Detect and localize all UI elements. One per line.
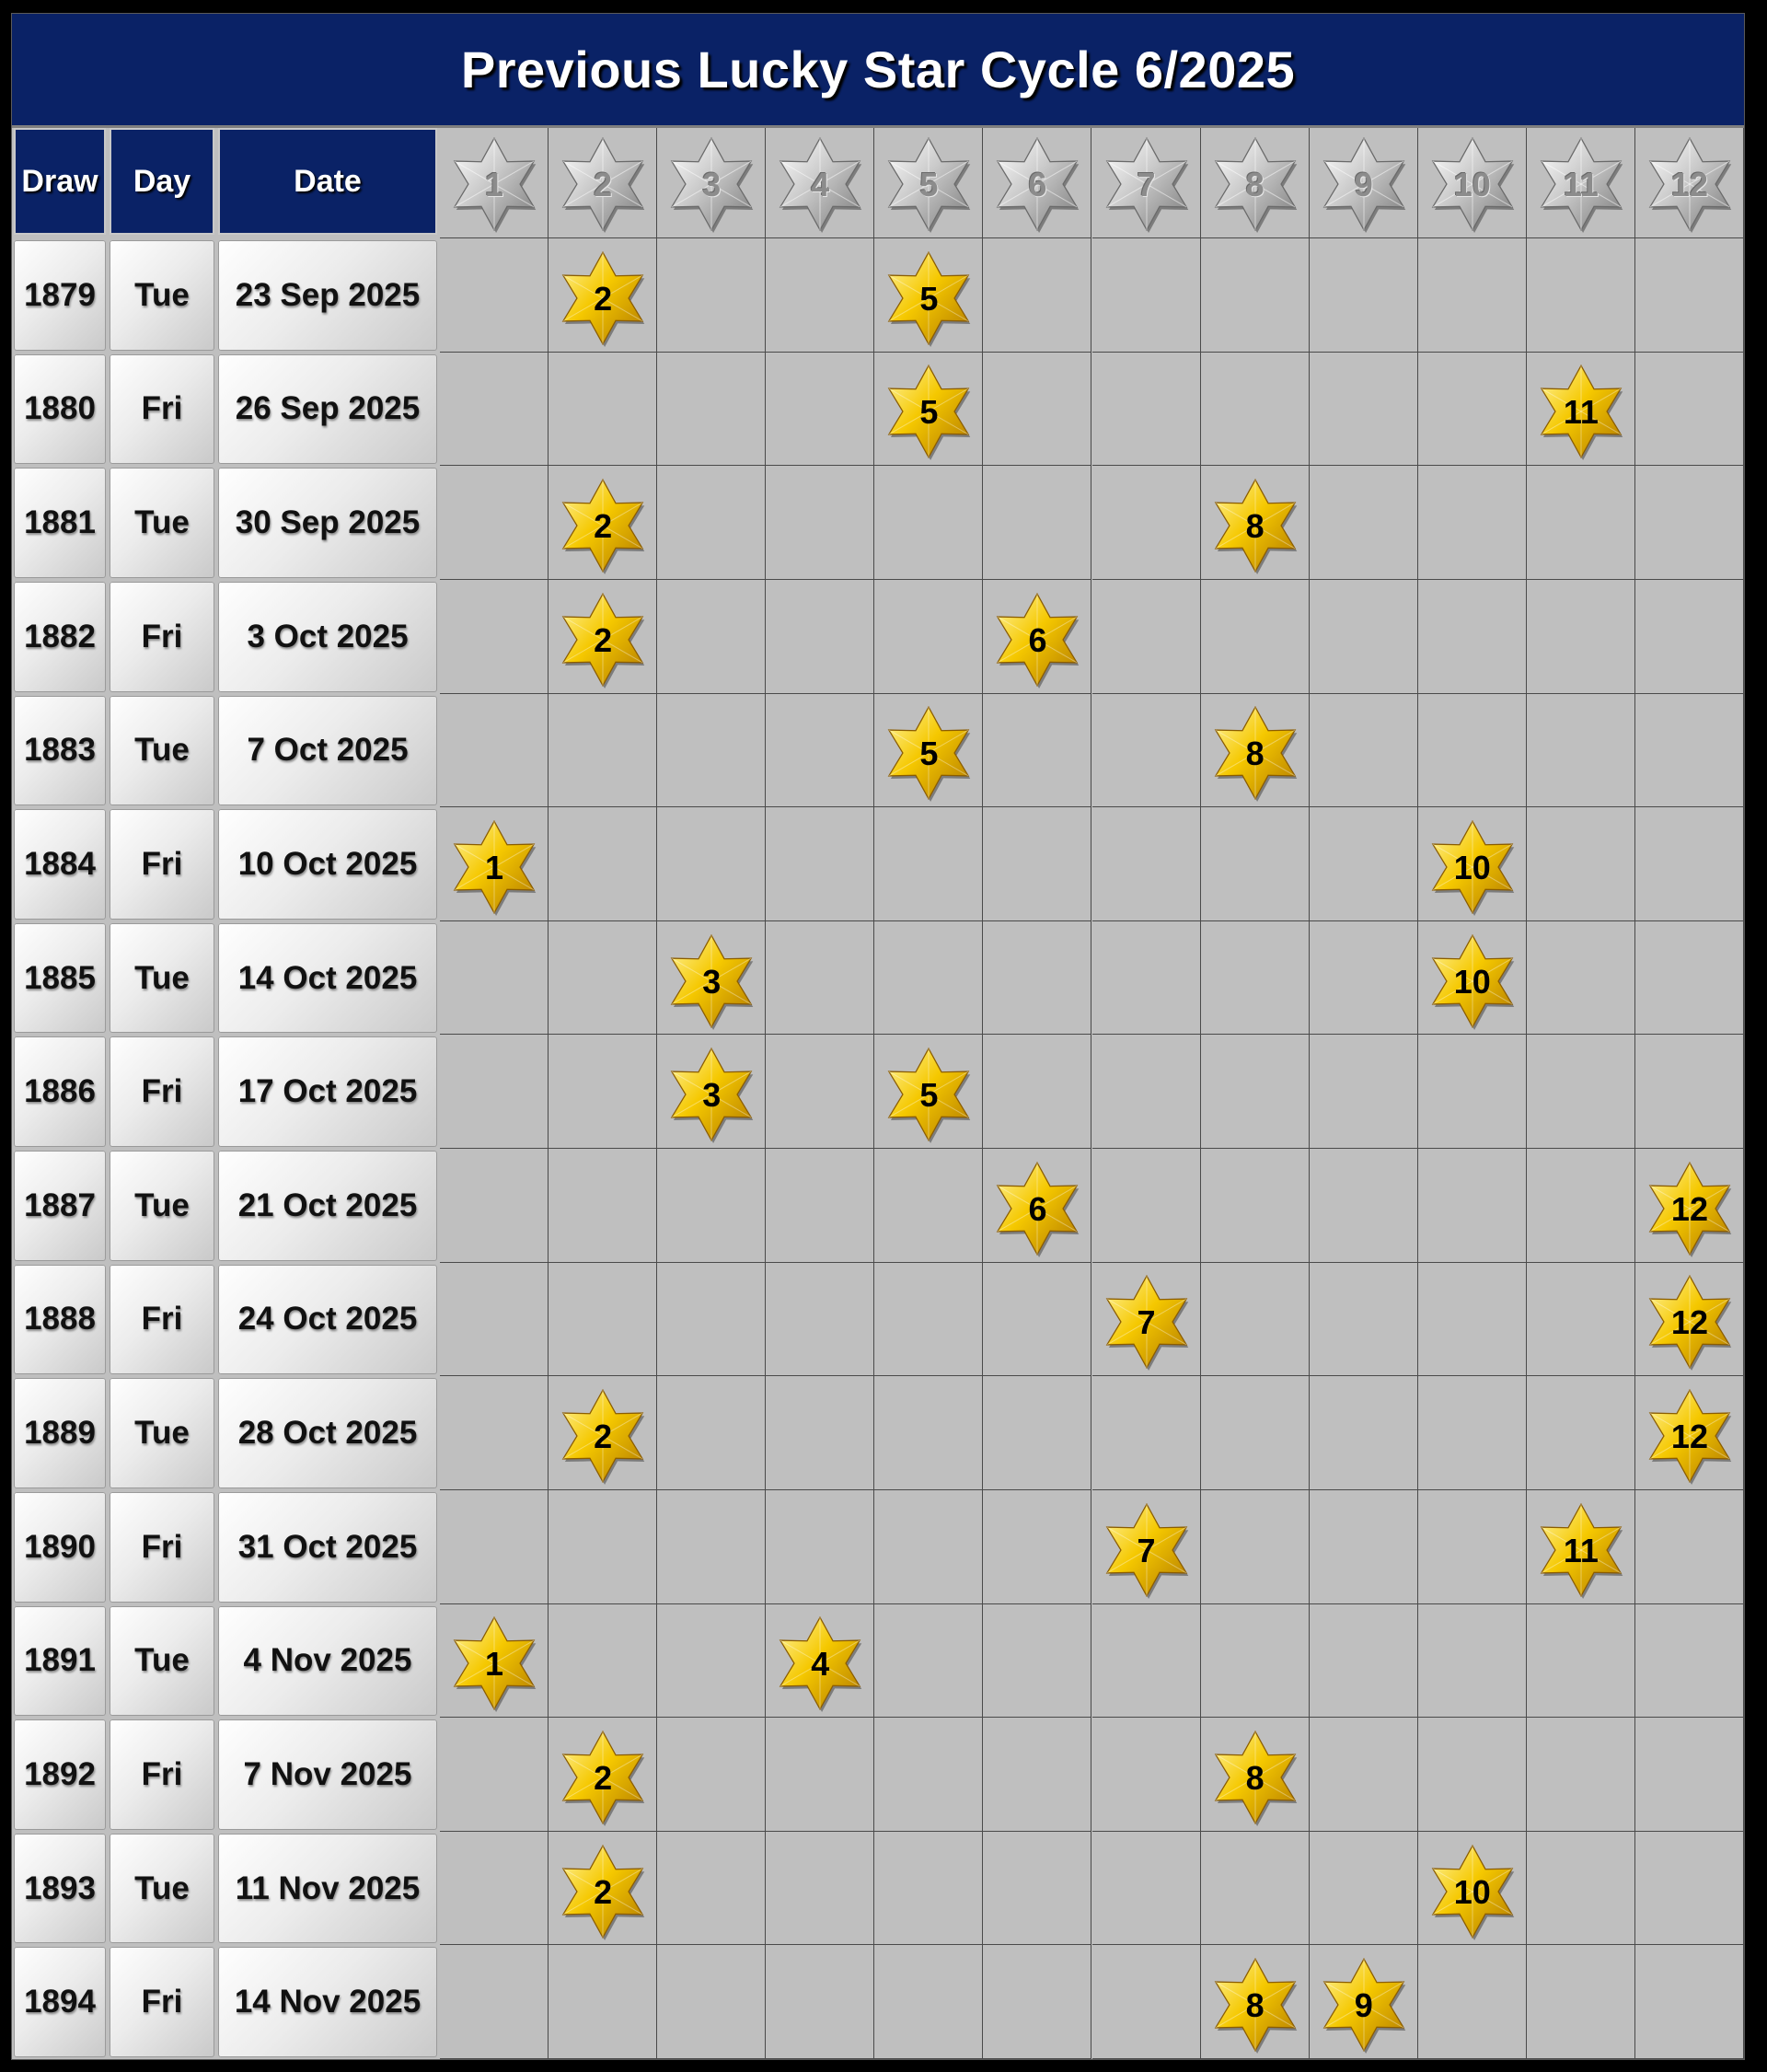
star-grid-cell [1527, 1149, 1635, 1263]
lucky-star-number: 10 [1453, 848, 1491, 886]
star-grid-cell [874, 1490, 983, 1604]
star-grid-cell [766, 1945, 874, 2059]
lucky-star-number: 7 [1137, 1531, 1156, 1569]
star-grid-cell [549, 1149, 657, 1263]
star-grid-cell [657, 1149, 766, 1263]
star-grid-cell [1092, 1718, 1201, 1832]
star-grid-cell [440, 238, 549, 353]
lucky-star-number: 5 [919, 735, 939, 773]
star-grid-cell [1635, 807, 1744, 921]
star-grid-cell [1201, 580, 1310, 694]
star-grid-cell [1092, 1945, 1201, 2059]
lucky-star-number: 2 [594, 507, 613, 546]
star-grid-cell [983, 1945, 1091, 2059]
lucky-star-number: 11 [1563, 393, 1599, 432]
draw-number: 1892 [14, 1719, 106, 1830]
draw-day: Fri [110, 1719, 214, 1830]
star-grid-cell [1201, 353, 1310, 467]
star-grid-cell [874, 1945, 983, 2059]
draw-day: Tue [110, 923, 214, 1034]
draw-number: 1884 [14, 809, 106, 920]
star-grid-cell [1092, 1149, 1201, 1263]
star-grid-cell [1527, 694, 1635, 808]
star-grid-cell [983, 807, 1091, 921]
star-grid-cell [1635, 466, 1744, 580]
star-grid-cell [983, 466, 1091, 580]
star-grid-cell [983, 921, 1091, 1036]
draw-number: 1882 [14, 582, 106, 692]
star-grid-cell [549, 921, 657, 1036]
star-grid-cell [1201, 1832, 1310, 1946]
column-header-star-label: 6 [1028, 166, 1047, 203]
lucky-star-number: 3 [702, 962, 722, 1001]
lucky-star-number: 3 [702, 1076, 722, 1115]
star-grid-cell [766, 1718, 874, 1832]
star-grid-cell [1092, 1832, 1201, 1946]
star-grid-cell [1310, 1263, 1418, 1377]
lucky-star-number: 2 [594, 279, 613, 318]
column-header-star-label: 3 [702, 166, 722, 203]
star-grid-cell [874, 1718, 983, 1832]
star-grid-cell [1527, 1263, 1635, 1377]
star-grid-cell [440, 1263, 549, 1377]
star-grid-cell [440, 921, 549, 1036]
draw-day: Tue [110, 1151, 214, 1261]
star-grid-cell [440, 694, 549, 808]
lucky-star-number: 5 [919, 1076, 939, 1115]
draw-number: 1886 [14, 1036, 106, 1147]
draw-number: 1883 [14, 696, 106, 806]
star-grid-cell [549, 1604, 657, 1719]
star-grid-cell [1092, 1035, 1201, 1149]
star-grid-cell [657, 353, 766, 467]
star-grid-cell [1201, 807, 1310, 921]
draw-date: 14 Oct 2025 [218, 923, 437, 1034]
star-grid-cell [1201, 1149, 1310, 1263]
star-grid-cell [983, 694, 1091, 808]
star-grid-cell [874, 1604, 983, 1719]
column-header-star-label: 7 [1137, 166, 1156, 203]
draw-day: Tue [110, 1606, 214, 1717]
star-grid-cell [1635, 580, 1744, 694]
star-grid-cell [766, 1149, 874, 1263]
star-grid-cell [1418, 238, 1527, 353]
star-grid-cell [1310, 1149, 1418, 1263]
star-grid-cell [983, 1832, 1091, 1946]
star-grid-cell [1418, 694, 1527, 808]
draw-number: 1879 [14, 240, 106, 351]
lucky-star-number: 8 [1245, 1758, 1265, 1797]
star-grid-cell [766, 238, 874, 353]
column-header-star-label: 12 [1670, 166, 1708, 203]
star-grid-cell [874, 466, 983, 580]
star-grid-cell [440, 466, 549, 580]
draw-date: 24 Oct 2025 [218, 1265, 437, 1375]
star-grid-cell [657, 694, 766, 808]
draw-number: 1881 [14, 468, 106, 578]
star-grid-cell [1527, 1945, 1635, 2059]
star-grid-cell [874, 580, 983, 694]
star-grid-cell [1092, 694, 1201, 808]
star-grid-cell [766, 1035, 874, 1149]
star-grid-cell [1201, 1035, 1310, 1149]
star-grid-cell [1201, 1263, 1310, 1377]
star-grid-cell [1418, 1604, 1527, 1719]
star-grid-cell [1527, 807, 1635, 921]
star-grid-cell [983, 1604, 1091, 1719]
star-grid-cell [1092, 1376, 1201, 1490]
lucky-star-number: 5 [919, 279, 939, 318]
chart-title: Previous Lucky Star Cycle 6/2025 [12, 14, 1744, 128]
star-grid-cell [983, 1376, 1091, 1490]
lucky-star-number: 12 [1670, 1303, 1708, 1342]
draw-day: Tue [110, 240, 214, 351]
star-grid-cell [983, 353, 1091, 467]
star-grid-cell [440, 353, 549, 467]
star-grid-cell [440, 580, 549, 694]
star-grid-cell [766, 580, 874, 694]
draw-date: 30 Sep 2025 [218, 468, 437, 578]
draw-table [12, 128, 1744, 2059]
star-grid-cell [1527, 238, 1635, 353]
star-grid-cell [440, 1832, 549, 1946]
star-grid-cell [1418, 353, 1527, 467]
star-grid-cell [1201, 1490, 1310, 1604]
star-grid-cell [874, 1263, 983, 1377]
draw-number: 1893 [14, 1834, 106, 1944]
star-grid-cell [657, 1263, 766, 1377]
star-grid-cell [1418, 1035, 1527, 1149]
star-grid-cell [1310, 353, 1418, 467]
lucky-star-number: 6 [1028, 620, 1047, 659]
star-grid-cell [1418, 1376, 1527, 1490]
star-grid-cell [1092, 466, 1201, 580]
star-grid-cell [1635, 1035, 1744, 1149]
star-grid-cell [1201, 238, 1310, 353]
star-grid-cell [1418, 1490, 1527, 1604]
star-grid-cell [440, 1718, 549, 1832]
lucky-star-number: 7 [1137, 1303, 1156, 1342]
draw-date: 7 Nov 2025 [218, 1719, 437, 1830]
draw-date: 26 Sep 2025 [218, 354, 437, 465]
lucky-star-number: 2 [594, 1872, 613, 1911]
draw-date: 4 Nov 2025 [218, 1606, 437, 1717]
column-header-star-label: 1 [485, 166, 504, 203]
star-grid-cell [766, 1263, 874, 1377]
star-grid-cell [1527, 466, 1635, 580]
draw-day: Fri [110, 1947, 214, 2057]
lucky-star-number: 4 [811, 1645, 830, 1684]
star-grid-cell [549, 1263, 657, 1377]
star-grid-cell [1092, 353, 1201, 467]
lucky-star-number: 9 [1354, 1986, 1373, 2025]
column-header-star-label: 2 [594, 166, 613, 203]
star-grid-cell [440, 1490, 549, 1604]
star-grid-cell [874, 807, 983, 921]
draw-date: 11 Nov 2025 [218, 1834, 437, 1944]
star-grid-cell [549, 1490, 657, 1604]
draw-date: 10 Oct 2025 [218, 809, 437, 920]
star-grid-cell [549, 1035, 657, 1149]
star-grid-cell [1310, 580, 1418, 694]
star-grid-cell [874, 1832, 983, 1946]
star-grid-cell [1635, 1490, 1744, 1604]
column-header-star-label: 11 [1563, 166, 1599, 203]
column-header-star-label: 5 [919, 166, 939, 203]
star-grid-cell [874, 1376, 983, 1490]
star-grid-cell [1092, 238, 1201, 353]
star-grid-cell [1310, 1490, 1418, 1604]
draw-number: 1894 [14, 1947, 106, 2057]
column-header-star-label: 10 [1453, 166, 1491, 203]
star-grid-cell [657, 1376, 766, 1490]
star-grid-cell [874, 1149, 983, 1263]
draw-day: Fri [110, 354, 214, 465]
star-grid-cell [766, 353, 874, 467]
lucky-star-number: 1 [485, 1645, 504, 1684]
draw-date: 31 Oct 2025 [218, 1492, 437, 1603]
star-grid-cell [1092, 580, 1201, 694]
column-header-date: Date [218, 128, 437, 235]
draw-date: 28 Oct 2025 [218, 1378, 437, 1488]
star-grid-cell [1635, 694, 1744, 808]
star-grid-cell [766, 466, 874, 580]
star-grid-cell [983, 1263, 1091, 1377]
star-grid-cell [766, 694, 874, 808]
star-grid-cell [1201, 921, 1310, 1036]
draw-number: 1890 [14, 1492, 106, 1603]
star-grid-cell [657, 580, 766, 694]
lucky-star-number: 8 [1245, 507, 1265, 546]
draw-day: Fri [110, 1492, 214, 1603]
star-grid-cell [1418, 466, 1527, 580]
lucky-star-number: 11 [1563, 1531, 1599, 1569]
star-grid-cell [1418, 1945, 1527, 2059]
star-grid-cell [1310, 1604, 1418, 1719]
lucky-star-number: 2 [594, 1418, 613, 1456]
star-grid-cell [1635, 1832, 1744, 1946]
star-grid-cell [1310, 1376, 1418, 1490]
draw-day: Tue [110, 468, 214, 578]
star-grid-cell [1527, 1604, 1635, 1719]
star-grid-cell [440, 1945, 549, 2059]
star-grid-cell [1527, 580, 1635, 694]
star-grid-cell [1418, 1718, 1527, 1832]
draw-date: 14 Nov 2025 [218, 1947, 437, 2057]
star-grid-cell [657, 1945, 766, 2059]
lucky-star-number: 1 [485, 848, 504, 886]
lucky-star-number: 12 [1670, 1189, 1708, 1228]
star-grid-cell [1201, 1376, 1310, 1490]
star-grid-cell [1092, 921, 1201, 1036]
star-grid-cell [1635, 1718, 1744, 1832]
lucky-star-number: 2 [594, 620, 613, 659]
lucky-star-chart [11, 13, 1745, 2060]
column-header-star-label: 8 [1245, 166, 1265, 203]
star-grid-cell [1527, 1718, 1635, 1832]
star-grid-cell [657, 807, 766, 921]
draw-day: Fri [110, 1265, 214, 1375]
star-grid-cell [1527, 1832, 1635, 1946]
star-grid-cell [549, 353, 657, 467]
star-grid-cell [1635, 1945, 1744, 2059]
star-grid-cell [549, 694, 657, 808]
star-grid-cell [1527, 1035, 1635, 1149]
star-grid-cell [657, 466, 766, 580]
star-grid-cell [766, 921, 874, 1036]
star-grid-cell [657, 1490, 766, 1604]
lucky-star-number: 2 [594, 1758, 613, 1797]
lucky-star-number: 10 [1453, 1872, 1491, 1911]
star-grid-cell [1310, 466, 1418, 580]
star-grid-cell [657, 238, 766, 353]
draw-number: 1889 [14, 1378, 106, 1488]
star-grid-cell [1310, 1718, 1418, 1832]
star-grid-cell [657, 1832, 766, 1946]
lucky-star-number: 12 [1670, 1418, 1708, 1456]
draw-date: 7 Oct 2025 [218, 696, 437, 806]
draw-number: 1887 [14, 1151, 106, 1261]
star-grid-cell [1310, 238, 1418, 353]
lucky-star-number: 5 [919, 393, 939, 432]
star-grid-cell [1092, 807, 1201, 921]
star-grid-cell [1201, 1604, 1310, 1719]
star-grid-cell [766, 1376, 874, 1490]
star-grid-cell [657, 1604, 766, 1719]
lucky-star-number: 10 [1453, 962, 1491, 1001]
star-grid-cell [983, 1490, 1091, 1604]
star-grid-cell [766, 1490, 874, 1604]
lucky-star-number: 8 [1245, 735, 1265, 773]
draw-day: Fri [110, 809, 214, 920]
column-header-star-label: 9 [1354, 166, 1373, 203]
star-grid-cell [1310, 694, 1418, 808]
star-grid-cell [440, 1149, 549, 1263]
lucky-star-number: 8 [1245, 1986, 1265, 2025]
lucky-star-number: 6 [1028, 1189, 1047, 1228]
draw-day: Tue [110, 1378, 214, 1488]
star-grid-cell [1635, 238, 1744, 353]
star-grid-cell [440, 1035, 549, 1149]
draw-day: Fri [110, 582, 214, 692]
star-grid-cell [766, 1832, 874, 1946]
draw-date: 21 Oct 2025 [218, 1151, 437, 1261]
column-header-star-label: 4 [811, 166, 830, 203]
star-grid-cell [1418, 1149, 1527, 1263]
star-grid-cell [874, 921, 983, 1036]
draw-date: 3 Oct 2025 [218, 582, 437, 692]
star-grid-cell [1092, 1604, 1201, 1719]
star-grid-cell [1310, 1832, 1418, 1946]
star-grid-cell [983, 238, 1091, 353]
star-grid-cell [1310, 1035, 1418, 1149]
star-grid-cell [766, 807, 874, 921]
draw-date: 23 Sep 2025 [218, 240, 437, 351]
star-grid-cell [1310, 807, 1418, 921]
star-grid-cell [1527, 1376, 1635, 1490]
draw-number: 1891 [14, 1606, 106, 1717]
star-grid-cell [440, 1376, 549, 1490]
star-grid-cell [1527, 921, 1635, 1036]
star-grid-cell [1418, 1263, 1527, 1377]
star-grid-cell [983, 1718, 1091, 1832]
star-grid-cell [549, 1945, 657, 2059]
star-grid-cell [657, 1718, 766, 1832]
column-header-day: Day [110, 128, 214, 235]
star-grid-cell [1635, 921, 1744, 1036]
column-header-draw: Draw [14, 128, 106, 235]
star-grid-cell [1310, 921, 1418, 1036]
star-grid-cell [1418, 580, 1527, 694]
star-grid-cell [1635, 1604, 1744, 1719]
draw-number: 1880 [14, 354, 106, 465]
draw-day: Tue [110, 1834, 214, 1944]
draw-day: Fri [110, 1036, 214, 1147]
draw-number: 1885 [14, 923, 106, 1034]
star-grid-cell [1635, 353, 1744, 467]
star-grid-cell [549, 807, 657, 921]
draw-date: 17 Oct 2025 [218, 1036, 437, 1147]
draw-number: 1888 [14, 1265, 106, 1375]
draw-day: Tue [110, 696, 214, 806]
star-grid-cell [983, 1035, 1091, 1149]
